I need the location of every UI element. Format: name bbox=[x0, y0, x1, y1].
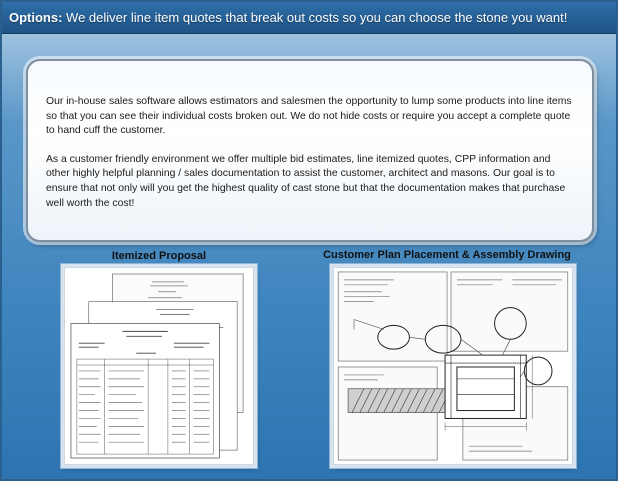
header-label: Options: bbox=[9, 10, 63, 25]
info-paragraph-1: Our in-house sales software allows estimators and salesmen the opportunity to lump some products into line items so that you can see their individual costs broken out. We do not hide costs or require you accept a complete quote to hand cuff the customer. bbox=[46, 96, 572, 137]
header-bar bbox=[2, 2, 616, 34]
itemized-proposal-image[interactable] bbox=[64, 267, 254, 465]
itemized-proposal-caption: Itemized Proposal bbox=[111, 250, 207, 262]
assembly-drawing-image[interactable] bbox=[333, 267, 573, 465]
assembly-drawing-caption: Customer Plan Placement & Assembly Drawing bbox=[323, 249, 571, 261]
info-paragraph-2: As a customer friendly environment we offer multiple bid estimates, line itemized quotes, CPP information and other highly helpful planning / sales documentation to assist the customer, architect and masons. Our goal is to ensure that not only will you get the highest quality of cast stone but that the documentation makes that purchase well worth the cost! bbox=[46, 153, 566, 209]
header-text: We deliver line item quotes that break out costs so you can choose the stone you want! bbox=[62, 10, 568, 25]
assembly-drawing-illustration bbox=[334, 268, 572, 464]
info-panel bbox=[26, 59, 594, 242]
proposal-document-illustration bbox=[65, 268, 253, 464]
